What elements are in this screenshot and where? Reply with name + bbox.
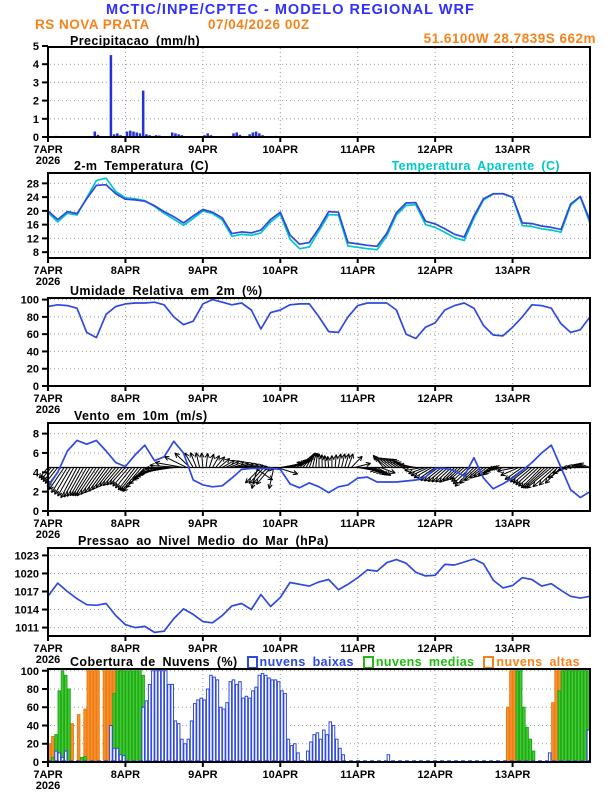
svg-text:80: 80 [26,683,39,696]
run-datetime: 07/04/2026 00Z [208,17,310,32]
coordinates-label: 51.6100W 28.7839S 662m [423,31,596,46]
wind-chart [0,422,612,545]
svg-text:10APR: 10APR [262,144,299,156]
svg-text:7APR: 7APR [33,393,63,405]
svg-text:100: 100 [20,665,39,678]
svg-text:9APR: 9APR [188,769,218,781]
humidity-chart [0,294,612,420]
svg-text:8APR: 8APR [110,518,141,530]
panel-title-humidity: Umidade Relativa em 2m (%) [70,284,263,298]
panel-title-cloud-cover: Cobertura de Nuvens (%) [70,655,238,669]
svg-text:9APR: 9APR [188,144,218,156]
svg-text:28: 28 [26,178,39,191]
svg-text:8: 8 [32,428,39,441]
panel-title-precipitation: Precipitacao (mm/h) [70,34,201,48]
svg-text:20: 20 [26,363,39,376]
svg-text:1014: 1014 [14,604,39,617]
svg-text:9APR: 9APR [188,518,218,530]
svg-text:8APR: 8APR [110,144,141,156]
svg-text:11APR: 11APR [340,643,376,655]
svg-text:2: 2 [32,486,39,499]
panel-title-wind: Vento em 10m (m/s) [74,409,208,423]
svg-text:9APR: 9APR [188,393,218,405]
pressure-chart [0,547,612,670]
svg-text:12APR: 12APR [417,393,453,405]
svg-text:2026: 2026 [35,276,61,288]
panel-title-apparent-temperature: Temperatura Aparente (C) [391,159,560,173]
svg-text:2026: 2026 [35,155,61,167]
svg-text:8APR: 8APR [110,265,141,277]
svg-text:12APR: 12APR [417,518,453,530]
svg-text:0: 0 [32,506,39,518]
svg-text:60: 60 [26,702,39,715]
svg-text:9APR: 9APR [188,643,218,655]
svg-text:2026: 2026 [35,654,61,666]
panel-title-temperature: 2-m Temperatura (C) [74,159,209,173]
svg-text:12APR: 12APR [417,643,453,655]
svg-text:7APR: 7APR [33,265,63,277]
svg-text:5: 5 [32,41,39,53]
svg-text:13APR: 13APR [494,265,531,277]
svg-text:100: 100 [20,294,39,307]
legend-label-mid-clouds: nuvens medias [375,655,475,669]
svg-text:40: 40 [26,346,39,359]
svg-text:12APR: 12APR [417,265,453,277]
svg-text:10APR: 10APR [262,393,299,405]
svg-text:16: 16 [26,219,39,232]
svg-text:1011: 1011 [15,622,39,635]
svg-text:8APR: 8APR [110,643,141,655]
svg-text:2: 2 [32,95,39,108]
svg-text:2026: 2026 [35,529,61,541]
svg-text:20: 20 [26,738,39,751]
svg-text:10APR: 10APR [262,265,299,277]
svg-text:11APR: 11APR [340,393,376,405]
svg-text:8APR: 8APR [110,393,141,405]
cloud-cover-chart [0,665,612,792]
svg-text:3: 3 [32,77,39,90]
svg-text:13APR: 13APR [494,393,531,405]
svg-text:11APR: 11APR [340,265,376,277]
legend-label-low-clouds: nuvens baixas [259,655,354,669]
svg-text:7APR: 7APR [33,643,63,655]
svg-text:24: 24 [26,192,39,205]
station-label: RS NOVA PRATA [35,17,150,32]
svg-text:40: 40 [26,720,39,733]
svg-text:2026: 2026 [35,780,61,792]
svg-text:13APR: 13APR [494,769,531,781]
svg-text:10APR: 10APR [262,769,299,781]
svg-text:2026: 2026 [35,404,61,416]
svg-text:7APR: 7APR [33,144,63,156]
svg-text:10APR: 10APR [262,518,299,530]
svg-text:12: 12 [26,233,39,246]
svg-text:11APR: 11APR [340,518,376,530]
svg-text:7APR: 7APR [33,769,63,781]
svg-text:1017: 1017 [14,586,39,599]
svg-text:1020: 1020 [14,568,39,581]
svg-text:0: 0 [32,757,39,769]
svg-text:0: 0 [32,381,39,393]
svg-text:12APR: 12APR [417,769,453,781]
legend-label-high-clouds: nuvens altas [496,655,580,669]
svg-text:4: 4 [32,59,39,72]
svg-text:9APR: 9APR [188,265,218,277]
svg-text:4: 4 [32,467,39,480]
svg-text:11APR: 11APR [340,144,376,156]
svg-text:1: 1 [32,113,39,126]
svg-text:13APR: 13APR [494,518,531,530]
svg-text:0: 0 [32,132,39,144]
svg-text:20: 20 [26,205,39,218]
temperature-chart [0,172,612,292]
svg-text:11APR: 11APR [340,769,376,781]
app-title: MCTIC/INPE/CPTEC - MODELO REGIONAL WRF [106,2,475,18]
svg-text:8APR: 8APR [110,769,141,781]
svg-text:6: 6 [32,447,39,460]
svg-text:60: 60 [26,329,39,342]
svg-text:8: 8 [32,247,39,260]
svg-text:80: 80 [26,311,39,324]
svg-text:7APR: 7APR [33,518,63,530]
panel-title-pressure: Pressao ao Nivel Medio do Mar (hPa) [78,534,329,548]
svg-text:13APR: 13APR [494,144,531,156]
svg-text:13APR: 13APR [494,643,531,655]
svg-text:1023: 1023 [14,550,39,563]
svg-text:10APR: 10APR [262,643,299,655]
svg-text:12APR: 12APR [417,144,453,156]
